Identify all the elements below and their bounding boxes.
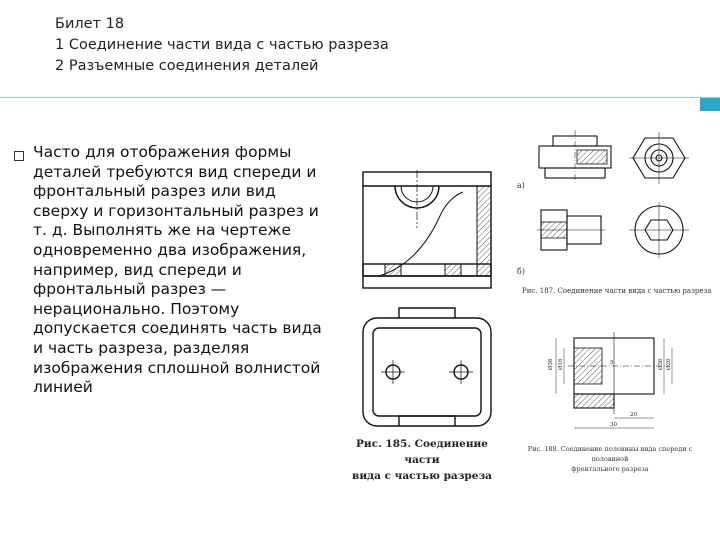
fig188-dim-2: Ø36 [658,358,664,370]
fig188-dim-5: 20 [630,412,637,418]
divider-accent-block [700,98,720,111]
fig188-dim-4: 5 [610,360,614,366]
fig188-part [568,332,670,414]
bullet-square-icon [14,151,24,161]
title-line-ticket: Билет 18 [55,16,125,32]
figure-185-caption-line-1: Рис. 185. Соединение части [356,438,488,466]
figure-185-drawing [355,168,500,433]
figure-187-drawing [525,128,705,288]
figure-188-caption-line-1: Рис. 188. Соединение половины вида спереди с половиной [527,445,693,463]
fig185-front-view [363,170,491,288]
fig187-a-side [629,132,689,184]
slide-title [55,14,655,77]
fig185-top-view [363,308,491,426]
figure-188-caption [510,444,710,474]
body-paragraph: Часто для отображения формы деталей требуются вид спереди и фронтальный разрез или вид сверху и горизонтальный разрез и т. д. Выполнять же на чертеже одновременно два изображения, например, вид спереди и фронтальный разрез — нерационально. Поэтому допускается соединять часть вида и часть разреза, разделяя изображения сплошной волнистой линией [33,143,322,397]
figure-188-drawing [540,330,700,440]
title-line-topic-1: 1 Соединение части вида с частью разреза [55,37,389,53]
fig187-b-side [629,202,689,258]
header-divider [0,97,720,113]
fig188-dim-3: Ø26 [666,358,672,370]
figure-185-caption-line-2: вида с частью разреза [352,470,492,482]
figure-187-caption: Рис. 187. Соединение части вида с частью разреза [522,287,712,295]
fig188-dim-6: 30 [610,422,617,428]
figure-185-caption [342,436,502,484]
fig187-a-front [539,130,611,184]
figure-188-caption-line-2: фронтального разреза [571,465,649,473]
title-line-topic-2: 2 Разъемные соединения деталей [55,58,319,74]
fig188-dim-0: Ø36 [548,358,554,370]
fig188-dimension-labels [547,358,672,428]
figure-187-label-a: а) [517,181,525,190]
figure-187-label-b: б) [517,267,525,276]
fig188-dim-1: Ø16 [558,358,564,370]
fig187-b-front [537,210,605,250]
